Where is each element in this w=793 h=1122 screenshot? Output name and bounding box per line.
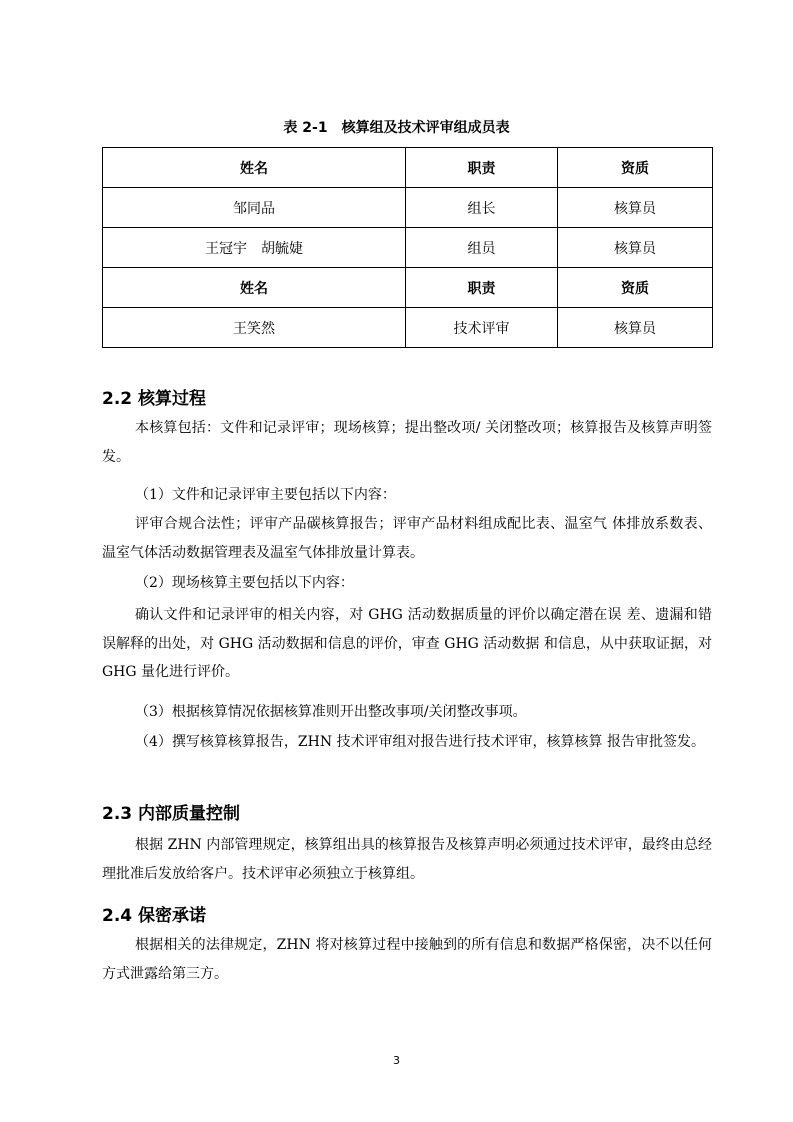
paragraph: 本核算包括：文件和记录评审；现场核算；提出整改项/ 关闭整改项；核算报告及核算声明签发。	[102, 420, 712, 465]
header-role: 职责	[406, 148, 558, 188]
table-row	[103, 188, 713, 228]
paragraph: 根据 ZHN 内部管理规定，核算组出具的核算报告及核算声明必须通过技术评审，最终由总经理批准后发放给客户。技术评审必须独立于核算组。	[102, 837, 712, 882]
header-role: 职责	[406, 268, 558, 308]
cell-name: 王笑然	[103, 308, 406, 348]
cell-name: 邹同品	[103, 188, 406, 228]
header-qualification: 资质	[558, 268, 713, 308]
paragraph: 确认文件和记录评审的相关内容，对 GHG 活动数据质量的评价以确定潜在误 差、遗漏和错误解释的出处，对 GHG 活动数据和信息的评价，审查 GHG 活动数据 和信息，从中获取证据，对 GHG 量化进行评价。	[102, 607, 712, 680]
cell-role: 技术评审	[406, 308, 558, 348]
page-number: 3	[393, 1054, 400, 1067]
section-heading-2-2: 2.2 核算过程	[102, 389, 207, 409]
paragraph: （1）文件和记录评审主要包括以下内容：	[135, 487, 396, 503]
members-table	[102, 147, 713, 348]
table-row	[103, 308, 713, 348]
cell-role: 组长	[406, 188, 558, 228]
table-row	[103, 228, 713, 268]
header-name: 姓名	[103, 268, 406, 308]
section-heading-2-4: 2.4 保密承诺	[102, 906, 207, 926]
paragraph: （2）现场核算主要包括以下内容：	[135, 575, 354, 591]
table-header-row	[103, 268, 713, 308]
paragraph: 评审合规合法性；评审产品碳核算报告；评审产品材料组成配比表、温室气 体排放系数表、温室气体活动数据管理表及温室气体排放量计算表。	[102, 516, 712, 561]
cell-qualification: 核算员	[558, 228, 713, 268]
cell-role: 组员	[406, 228, 558, 268]
header-qualification: 资质	[558, 148, 713, 188]
header-name: 姓名	[103, 148, 406, 188]
paragraph: 根据相关的法律规定，ZHN 将对核算过程中接触到的所有信息和数据严格保密，决不以任何方式泄露给第三方。	[102, 937, 712, 982]
paragraph: （4）撰写核算核算报告，ZHN 技术评审组对报告进行技术评审，核算核算 报告审批签发。	[135, 734, 705, 750]
cell-qualification: 核算员	[558, 188, 713, 228]
cell-name: 王冠宇 胡毓婕	[103, 228, 406, 268]
cell-qualification: 核算员	[558, 308, 713, 348]
section-heading-2-3: 2.3 内部质量控制	[102, 804, 241, 824]
table-caption: 表 2-1 核算组及技术评审组成员表	[283, 120, 510, 136]
table-header-row	[103, 148, 713, 188]
paragraph: （3）根据核算情况依据核算准则开出整改事项/关闭整改事项。	[135, 704, 527, 720]
